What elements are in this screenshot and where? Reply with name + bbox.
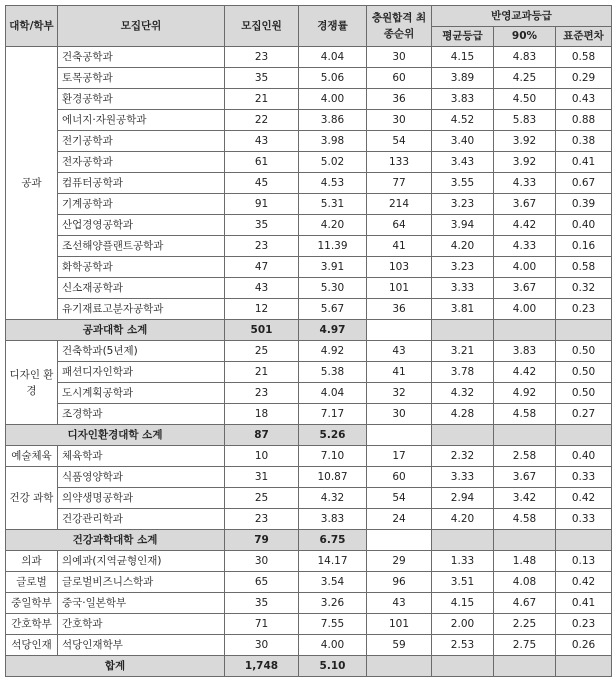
quota-cell: 47 — [225, 257, 299, 278]
table-row — [6, 89, 612, 110]
quota-cell: 43 — [225, 278, 299, 299]
p90-cell: 4.58 — [494, 509, 556, 530]
p90-cell: 3.83 — [494, 341, 556, 362]
p90-cell: 4.08 — [494, 572, 556, 593]
table-row — [6, 635, 612, 656]
ratio-cell: 4.32 — [299, 488, 367, 509]
ratio-cell: 7.17 — [299, 404, 367, 425]
subtotal-row — [6, 320, 612, 341]
table-row — [6, 47, 612, 68]
ratio-cell: 5.06 — [299, 68, 367, 89]
quota-cell: 25 — [225, 341, 299, 362]
std-cell: 0.38 — [556, 131, 612, 152]
ratio-cell: 3.54 — [299, 572, 367, 593]
avg-cell: 3.21 — [432, 341, 494, 362]
ratio-cell: 10.87 — [299, 467, 367, 488]
table-row — [6, 194, 612, 215]
std-cell: 0.43 — [556, 89, 612, 110]
unit-cell: 에너지·자원공학과 — [58, 110, 225, 131]
avg-cell: 3.94 — [432, 215, 494, 236]
avg-cell: 4.32 — [432, 383, 494, 404]
std-cell: 0.50 — [556, 383, 612, 404]
unit-cell: 패션디자인학과 — [58, 362, 225, 383]
avg-cell: 2.53 — [432, 635, 494, 656]
subtotal-label: 디자인환경대학 소계 — [6, 425, 225, 446]
std-cell: 0.23 — [556, 614, 612, 635]
std-cell: 0.32 — [556, 278, 612, 299]
avg-cell: 3.55 — [432, 173, 494, 194]
unit-cell: 건강관리학과 — [58, 509, 225, 530]
p90-cell: 4.33 — [494, 236, 556, 257]
quota-cell: 30 — [225, 551, 299, 572]
avg-cell: 3.23 — [432, 194, 494, 215]
subtotal-grey-cell — [432, 530, 494, 551]
ratio-cell: 14.17 — [299, 551, 367, 572]
avg-cell: 4.15 — [432, 47, 494, 68]
table-row — [6, 488, 612, 509]
table-row — [6, 593, 612, 614]
p90-cell: 3.92 — [494, 131, 556, 152]
total-label: 합계 — [6, 656, 225, 677]
std-cell: 0.58 — [556, 47, 612, 68]
college-cell: 예술체육 — [6, 446, 58, 467]
rank-cell: 36 — [367, 89, 432, 110]
quota-cell: 23 — [225, 383, 299, 404]
rank-cell: 101 — [367, 278, 432, 299]
ratio-cell: 4.00 — [299, 89, 367, 110]
avg-cell: 3.51 — [432, 572, 494, 593]
table-row — [6, 110, 612, 131]
table-row — [6, 341, 612, 362]
header-college: 대학/학부 — [6, 6, 58, 47]
std-cell: 0.40 — [556, 215, 612, 236]
table-row — [6, 131, 612, 152]
avg-cell: 4.28 — [432, 404, 494, 425]
subtotal-quota: 87 — [225, 425, 299, 446]
avg-cell: 2.94 — [432, 488, 494, 509]
quota-cell: 35 — [225, 68, 299, 89]
p90-cell: 3.67 — [494, 278, 556, 299]
p90-cell: 4.33 — [494, 173, 556, 194]
table-row — [6, 299, 612, 320]
rank-cell: 101 — [367, 614, 432, 635]
subtotal-grey-cell — [494, 320, 556, 341]
rank-cell: 41 — [367, 362, 432, 383]
rank-cell: 30 — [367, 47, 432, 68]
college-cell: 간호학부 — [6, 614, 58, 635]
header-quota: 모집인원 — [225, 6, 299, 47]
ratio-cell: 4.53 — [299, 173, 367, 194]
unit-cell: 의예과(지역균형인재) — [58, 551, 225, 572]
subtotal-empty-cell — [367, 320, 432, 341]
p90-cell: 4.00 — [494, 299, 556, 320]
rank-cell: 17 — [367, 446, 432, 467]
ratio-cell: 11.39 — [299, 236, 367, 257]
table-row — [6, 446, 612, 467]
std-cell: 0.27 — [556, 404, 612, 425]
ratio-cell: 3.91 — [299, 257, 367, 278]
table-row — [6, 551, 612, 572]
subtotal-ratio: 6.75 — [299, 530, 367, 551]
subtotal-empty-cell — [367, 425, 432, 446]
avg-cell: 3.23 — [432, 257, 494, 278]
table-row — [6, 362, 612, 383]
table-row — [6, 152, 612, 173]
rank-cell: 30 — [367, 110, 432, 131]
unit-cell: 조경학과 — [58, 404, 225, 425]
rank-cell: 77 — [367, 173, 432, 194]
subtotal-label: 건강과학대학 소계 — [6, 530, 225, 551]
unit-cell: 건축공학과 — [58, 47, 225, 68]
avg-cell: 3.89 — [432, 68, 494, 89]
ratio-cell: 5.30 — [299, 278, 367, 299]
quota-cell: 45 — [225, 173, 299, 194]
p90-cell: 3.67 — [494, 467, 556, 488]
subtotal-quota: 79 — [225, 530, 299, 551]
p90-cell: 4.92 — [494, 383, 556, 404]
p90-cell: 3.67 — [494, 194, 556, 215]
subtotal-grey-cell — [556, 320, 612, 341]
quota-cell: 21 — [225, 89, 299, 110]
unit-cell: 석당인재학부 — [58, 635, 225, 656]
table-row — [6, 68, 612, 89]
std-cell: 0.39 — [556, 194, 612, 215]
ratio-cell: 5.67 — [299, 299, 367, 320]
unit-cell: 의약생명공학과 — [58, 488, 225, 509]
quota-cell: 43 — [225, 131, 299, 152]
avg-cell: 4.15 — [432, 593, 494, 614]
subtotal-quota: 501 — [225, 320, 299, 341]
std-cell: 0.88 — [556, 110, 612, 131]
avg-cell: 3.33 — [432, 467, 494, 488]
unit-cell: 글로벌비즈니스학과 — [58, 572, 225, 593]
unit-cell: 기계공학과 — [58, 194, 225, 215]
quota-cell: 23 — [225, 47, 299, 68]
unit-cell: 토목공학과 — [58, 68, 225, 89]
total-grey-cell — [556, 656, 612, 677]
unit-cell: 간호학과 — [58, 614, 225, 635]
p90-cell: 4.50 — [494, 89, 556, 110]
std-cell: 0.50 — [556, 362, 612, 383]
quota-cell: 23 — [225, 509, 299, 530]
table-row — [6, 173, 612, 194]
rank-cell: 54 — [367, 488, 432, 509]
table-row — [6, 383, 612, 404]
std-cell: 0.50 — [556, 341, 612, 362]
quota-cell: 23 — [225, 236, 299, 257]
std-cell: 0.42 — [556, 488, 612, 509]
ratio-cell: 3.98 — [299, 131, 367, 152]
college-cell: 공과 — [6, 47, 58, 320]
table-row — [6, 614, 612, 635]
subtotal-row — [6, 425, 612, 446]
p90-cell: 4.25 — [494, 68, 556, 89]
ratio-cell: 7.10 — [299, 446, 367, 467]
avg-cell: 2.00 — [432, 614, 494, 635]
subtotal-grey-cell — [432, 320, 494, 341]
college-cell: 디자인 환경 — [6, 341, 58, 425]
header-grade-group: 반영교과등급 — [432, 6, 612, 27]
unit-cell: 식품영양학과 — [58, 467, 225, 488]
ratio-cell: 4.00 — [299, 635, 367, 656]
avg-cell: 3.83 — [432, 89, 494, 110]
total-quota: 1,748 — [225, 656, 299, 677]
table-row — [6, 236, 612, 257]
table-row — [6, 257, 612, 278]
unit-cell: 유기재료고분자공학과 — [58, 299, 225, 320]
table-row — [6, 404, 612, 425]
avg-cell: 3.43 — [432, 152, 494, 173]
table-body — [6, 47, 612, 677]
std-cell: 0.33 — [556, 509, 612, 530]
std-cell: 0.33 — [556, 467, 612, 488]
std-cell: 0.13 — [556, 551, 612, 572]
quota-cell: 35 — [225, 215, 299, 236]
unit-cell: 전기공학과 — [58, 131, 225, 152]
rank-cell: 59 — [367, 635, 432, 656]
ratio-cell: 4.92 — [299, 341, 367, 362]
quota-cell: 91 — [225, 194, 299, 215]
avg-cell: 3.81 — [432, 299, 494, 320]
header-90-percent: 90% — [494, 27, 556, 47]
ratio-cell: 3.83 — [299, 509, 367, 530]
table-row — [6, 467, 612, 488]
subtotal-empty-cell — [367, 530, 432, 551]
ratio-cell: 5.38 — [299, 362, 367, 383]
header-avg-grade: 평균등급 — [432, 27, 494, 47]
total-grey-cell — [494, 656, 556, 677]
p90-cell: 1.48 — [494, 551, 556, 572]
quota-cell: 25 — [225, 488, 299, 509]
header-final-rank: 충원합격 최종순위 — [367, 6, 432, 47]
table-row — [6, 278, 612, 299]
std-cell: 0.29 — [556, 68, 612, 89]
quota-cell: 61 — [225, 152, 299, 173]
rank-cell: 64 — [367, 215, 432, 236]
unit-cell: 건축학과(5년제) — [58, 341, 225, 362]
rank-cell: 30 — [367, 404, 432, 425]
quota-cell: 31 — [225, 467, 299, 488]
subtotal-grey-cell — [556, 425, 612, 446]
p90-cell: 4.00 — [494, 257, 556, 278]
table-row — [6, 509, 612, 530]
ratio-cell: 4.04 — [299, 383, 367, 404]
quota-cell: 22 — [225, 110, 299, 131]
rank-cell: 60 — [367, 467, 432, 488]
ratio-cell: 4.20 — [299, 215, 367, 236]
quota-cell: 71 — [225, 614, 299, 635]
quota-cell: 30 — [225, 635, 299, 656]
avg-cell: 4.52 — [432, 110, 494, 131]
ratio-cell: 5.31 — [299, 194, 367, 215]
header-row-top — [6, 6, 612, 27]
rank-cell: 60 — [367, 68, 432, 89]
quota-cell: 35 — [225, 593, 299, 614]
p90-cell: 5.83 — [494, 110, 556, 131]
ratio-cell: 3.26 — [299, 593, 367, 614]
rank-cell: 43 — [367, 593, 432, 614]
std-cell: 0.16 — [556, 236, 612, 257]
subtotal-ratio: 4.97 — [299, 320, 367, 341]
p90-cell: 4.83 — [494, 47, 556, 68]
header-std-dev: 표준편차 — [556, 27, 612, 47]
subtotal-grey-cell — [494, 530, 556, 551]
unit-cell: 체육학과 — [58, 446, 225, 467]
rank-cell: 24 — [367, 509, 432, 530]
rank-cell: 32 — [367, 383, 432, 404]
avg-cell: 3.40 — [432, 131, 494, 152]
unit-cell: 도시계획공학과 — [58, 383, 225, 404]
p90-cell: 3.92 — [494, 152, 556, 173]
quota-cell: 10 — [225, 446, 299, 467]
p90-cell: 2.75 — [494, 635, 556, 656]
total-grey-cell — [367, 656, 432, 677]
subtotal-label: 공과대학 소계 — [6, 320, 225, 341]
std-cell: 0.58 — [556, 257, 612, 278]
quota-cell: 18 — [225, 404, 299, 425]
unit-cell: 신소재공학과 — [58, 278, 225, 299]
rank-cell: 96 — [367, 572, 432, 593]
subtotal-grey-cell — [494, 425, 556, 446]
p90-cell: 4.67 — [494, 593, 556, 614]
rank-cell: 54 — [367, 131, 432, 152]
total-ratio: 5.10 — [299, 656, 367, 677]
admission-results-table-container — [5, 5, 612, 677]
std-cell: 0.41 — [556, 152, 612, 173]
avg-cell: 2.32 — [432, 446, 494, 467]
std-cell: 0.23 — [556, 299, 612, 320]
avg-cell: 4.20 — [432, 236, 494, 257]
rank-cell: 103 — [367, 257, 432, 278]
rank-cell: 41 — [367, 236, 432, 257]
quota-cell: 21 — [225, 362, 299, 383]
total-grey-cell — [432, 656, 494, 677]
p90-cell: 4.58 — [494, 404, 556, 425]
college-cell: 건강 과학 — [6, 467, 58, 530]
p90-cell: 2.25 — [494, 614, 556, 635]
header-ratio: 경쟁률 — [299, 6, 367, 47]
unit-cell: 조선해양플랜트공학과 — [58, 236, 225, 257]
ratio-cell: 7.55 — [299, 614, 367, 635]
std-cell: 0.26 — [556, 635, 612, 656]
table-row — [6, 572, 612, 593]
unit-cell: 중국·일본학부 — [58, 593, 225, 614]
unit-cell: 전자공학과 — [58, 152, 225, 173]
subtotal-ratio: 5.26 — [299, 425, 367, 446]
unit-cell: 컴퓨터공학과 — [58, 173, 225, 194]
admission-results-table — [5, 5, 612, 677]
college-cell: 중일학부 — [6, 593, 58, 614]
quota-cell: 65 — [225, 572, 299, 593]
ratio-cell: 4.04 — [299, 47, 367, 68]
rank-cell: 36 — [367, 299, 432, 320]
p90-cell: 2.58 — [494, 446, 556, 467]
college-cell: 의과 — [6, 551, 58, 572]
p90-cell: 3.42 — [494, 488, 556, 509]
subtotal-grey-cell — [432, 425, 494, 446]
unit-cell: 산업경영공학과 — [58, 215, 225, 236]
unit-cell: 환경공학과 — [58, 89, 225, 110]
p90-cell: 4.42 — [494, 215, 556, 236]
college-cell: 석당인재 — [6, 635, 58, 656]
std-cell: 0.40 — [556, 446, 612, 467]
ratio-cell: 3.86 — [299, 110, 367, 131]
std-cell: 0.67 — [556, 173, 612, 194]
rank-cell: 43 — [367, 341, 432, 362]
rank-cell: 214 — [367, 194, 432, 215]
p90-cell: 4.42 — [494, 362, 556, 383]
subtotal-row — [6, 530, 612, 551]
unit-cell: 화학공학과 — [58, 257, 225, 278]
avg-cell: 3.78 — [432, 362, 494, 383]
total-row — [6, 656, 612, 677]
std-cell: 0.41 — [556, 593, 612, 614]
rank-cell: 133 — [367, 152, 432, 173]
ratio-cell: 5.02 — [299, 152, 367, 173]
subtotal-grey-cell — [556, 530, 612, 551]
college-cell: 글로벌 — [6, 572, 58, 593]
avg-cell: 4.20 — [432, 509, 494, 530]
avg-cell: 3.33 — [432, 278, 494, 299]
std-cell: 0.42 — [556, 572, 612, 593]
table-row — [6, 215, 612, 236]
quota-cell: 12 — [225, 299, 299, 320]
header-unit: 모집단위 — [58, 6, 225, 47]
rank-cell: 29 — [367, 551, 432, 572]
avg-cell: 1.33 — [432, 551, 494, 572]
